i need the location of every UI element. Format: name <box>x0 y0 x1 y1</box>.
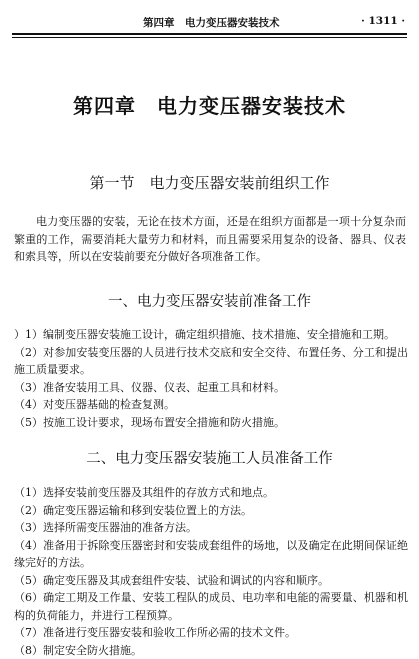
header-rule-thin <box>12 37 407 38</box>
intro-paragraph: 电力变压器的安装，无论在技术方面，还是在组织方面都是一项十分复杂而繁重的工作，需要消耗大量劳力和材料，而且需要采用复杂的设备、器具、仪表和索具等，所以在安装前要充分做好各项准备工作。 <box>14 213 406 266</box>
list-item: （6）确定工期及工作量、安装工程队的成员、电功率和电能的需要量、机器和机构的负荷能力，并进行工程预算。 <box>14 589 408 624</box>
list-item: （1）选择安装前变压器及其组件的存放方式和地点。 <box>14 484 408 502</box>
chapter-title: 第四章 电力变压器安装技术 <box>0 90 419 119</box>
list-item: （2）确定变压器运输和移到安装位置上的方法。 <box>14 502 408 520</box>
list-item: （3）选择所需变压器油的准备方法。 <box>14 519 408 537</box>
list-item: （3）准备安装用工具、仪器、仪表、起重工具和材料。 <box>14 379 408 397</box>
list-item: （7）准备进行变压器安装和验收工作所必需的技术文件。 <box>14 624 408 642</box>
list-item: （8）制定安全防火措施。 <box>14 642 408 659</box>
subsection-title-1: 一、电力变压器安装前准备工作 <box>0 290 419 311</box>
header-rule-thick <box>12 33 407 35</box>
page-number: · 1311 · <box>361 15 405 27</box>
list-item: （4）对变压器基础的检查复测。 <box>14 396 408 414</box>
subsection-title-2: 二、电力变压器安装施工人员准备工作 <box>0 447 419 468</box>
list-item: （4）准备用于拆除变压器密封和安装成套组件的场地，以及确定在此期间保证绝缘完好的方法。 <box>14 537 408 572</box>
running-header-title: 第四章 电力变压器安装技术 <box>143 15 280 30</box>
list-item: （5）按施工设计要求，现场布置安全措施和防火措施。 <box>14 414 408 432</box>
running-header <box>0 12 419 32</box>
list-item: （5）确定变压器及其成套组件安装、试验和调试的内容和顺序。 <box>14 572 408 590</box>
preparation-list-2 <box>14 484 408 659</box>
list-item: （2）对参加安装变压器的人员进行技术交底和安全交待、布置任务、分工和提出施工质量要求。 <box>14 344 408 379</box>
preparation-list-1 <box>14 326 408 431</box>
section-title: 第一节 电力变压器安装前组织工作 <box>0 172 419 193</box>
list-item: ）1）编制变压器安装施工设计，确定组织措施、技术措施、安全措施和工期。 <box>14 326 408 344</box>
